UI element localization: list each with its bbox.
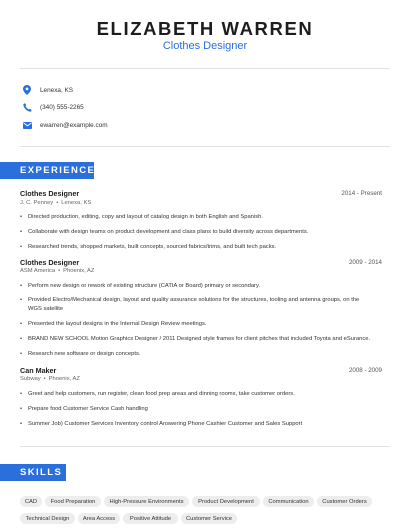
location-text: Lenexa, KS (40, 86, 74, 94)
company-name: J. C. Penney (20, 200, 54, 206)
divider-experience (20, 446, 390, 447)
divider-top (20, 68, 390, 69)
contact-location (22, 84, 73, 96)
skill-chip: Positive Attitude (123, 513, 178, 524)
company-name: Subway (20, 376, 41, 382)
skill-chip: Customer Service (181, 513, 237, 524)
skill-chip: Technical Design (20, 513, 75, 524)
job-bullet: • Perform new design or rework of existing structure (CATIA or Board) primary or secondary. (20, 283, 261, 289)
skill-chip: CAD (20, 496, 42, 507)
job-company: J. C. Penney • Lenexa, KS (20, 200, 92, 206)
company-location: Phoenix, AZ (48, 376, 80, 382)
job-bullet: • Research new software or design concepts. (20, 351, 141, 357)
job-bullet: • Provided Electro/Mechanical design, layout and quality assurance solutions for the structures, tooling and antenna groups, on the WGS satellite (20, 297, 360, 312)
job-bullet: • Summer Job) Customer Services Inventory control Answering Phone Cashier Customer and Sales Support (20, 421, 303, 427)
job-title: Clothes Designer (20, 258, 80, 267)
phone-text: (340) 555-2265 (40, 103, 84, 111)
location-pin-icon (22, 85, 32, 95)
envelope-icon (22, 120, 32, 130)
resume-title: Clothes Designer (162, 40, 248, 52)
company-location: Lenexa, KS (61, 200, 92, 206)
phone-icon (22, 102, 32, 112)
job-bullet: • Collaborate with design teams on product development and class plans to build diversity across departments. (20, 229, 309, 235)
job-bullet: • Directed production, editing, copy and layout of catalog design in both English and Spanish. (20, 214, 263, 220)
skill-chip: Customer Orders (317, 496, 372, 507)
experience-heading: EXPERIENCE (0, 162, 94, 179)
job-dates: 2009 - 2014 (348, 259, 382, 266)
company-name: ASM America (20, 268, 56, 274)
skills-heading: SKILLS (0, 464, 66, 481)
job-bullet: • Prepare food Customer Service Cash handling (20, 406, 148, 412)
job-title: Can Maker (20, 366, 57, 375)
skill-chip: High-Pressure Environments (104, 496, 189, 507)
job-dates: 2008 - 2009 (348, 367, 382, 374)
job-title: Clothes Designer (20, 189, 80, 198)
job-dates: 2014 - Present (341, 190, 382, 197)
job-bullet: • Presented the layout designs in the Internal Design Review meetings. (20, 321, 207, 327)
job-bullet: • Researched trends, shopped markets, built concepts, sourced fabrics/trims, and built tech packs. (20, 244, 277, 250)
contact-email (22, 119, 108, 131)
skill-chip: Area Access (78, 513, 120, 524)
resume-name: ELIZABETH WARREN (96, 18, 314, 39)
skill-chip: Product Development (192, 496, 260, 507)
email-text: ewarren@example.com (40, 121, 108, 129)
job-company: ASM America • Phoenix, AZ (20, 268, 95, 274)
job-bullet: • BRAND NEW SCHOOL Motion Graphics Designer / 2011 Designed style frames for client pitches that included Toyota and eSurance. (20, 336, 371, 342)
divider-contact (20, 146, 390, 147)
job-company: Subway • Phoenix, AZ (20, 376, 80, 382)
company-location: Phoenix, AZ (63, 268, 95, 274)
skill-chip: Food Preparation (45, 496, 101, 507)
job-bullet: • Greet and help customers, run register, clean food prep areas and dinning rooms, take customer orders. (20, 391, 295, 397)
skill-chip: Communication (263, 496, 314, 507)
contact-phone (22, 101, 84, 113)
